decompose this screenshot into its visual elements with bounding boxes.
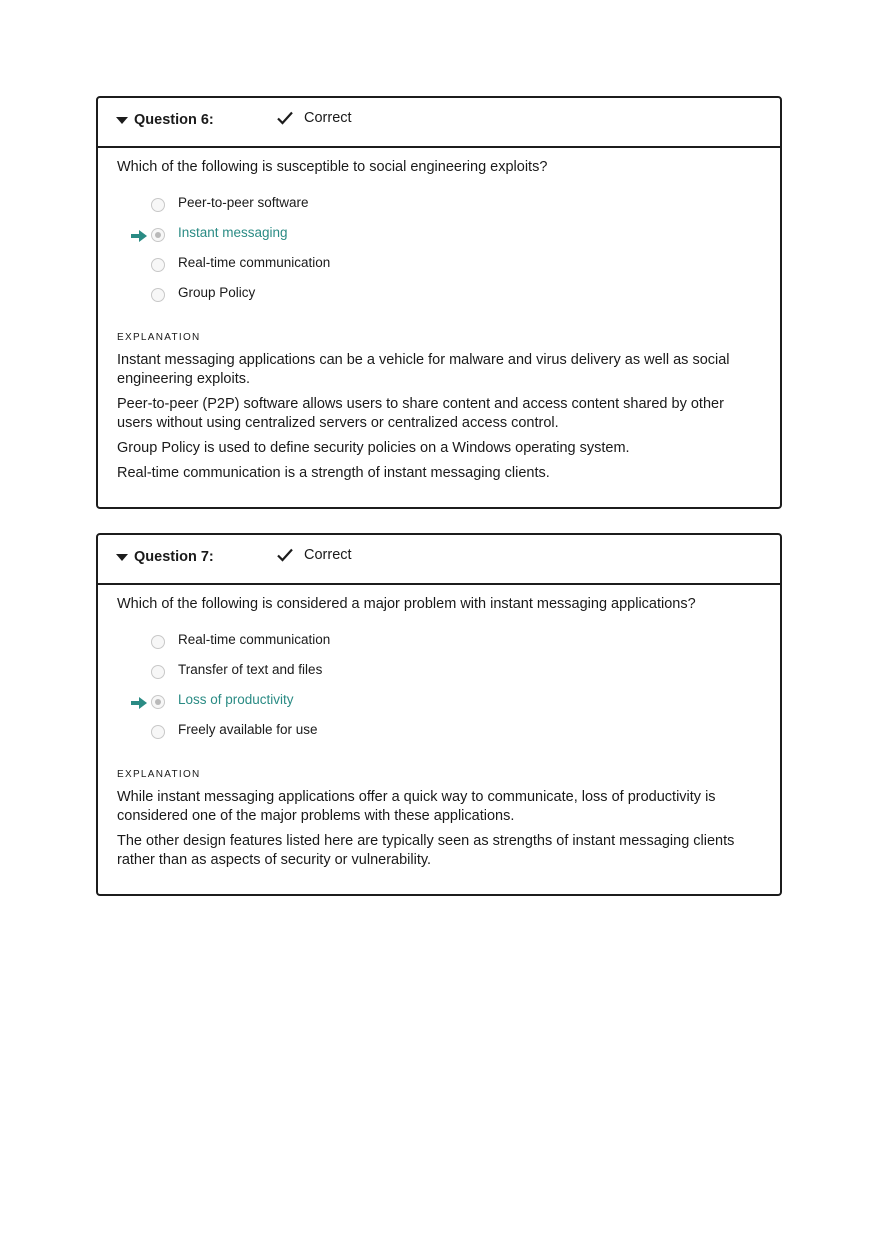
status-text: Correct [304, 547, 352, 563]
option-label: Real-time communication [178, 255, 331, 270]
answer-option[interactable] [117, 631, 762, 661]
explanation-paragraph: Group Policy is used to define security policies on a Windows operating system. [117, 440, 630, 456]
question-number: Question 7: [134, 549, 214, 565]
check-icon [276, 109, 294, 127]
explanation-heading: EXPLANATION [117, 332, 201, 343]
radio-button[interactable] [151, 695, 165, 709]
answer-options [117, 194, 762, 314]
question-card [96, 533, 782, 896]
option-label: Real-time communication [178, 632, 331, 647]
question-prompt: Which of the following is susceptible to social engineering exploits? [117, 159, 548, 175]
radio-button[interactable] [151, 258, 165, 272]
caret-down-icon[interactable] [116, 554, 128, 561]
answer-option[interactable] [117, 721, 762, 751]
question-number: Question 6: [134, 112, 214, 128]
explanation-paragraph: The other design features listed here are typically seen as strengths of instant messaging clients rather than as aspects of security or vulnerability. [117, 833, 735, 868]
status-indicator [276, 109, 352, 127]
answer-option[interactable] [117, 194, 762, 224]
option-label: Freely available for use [178, 722, 318, 737]
answer-option[interactable] [117, 284, 762, 314]
explanation-paragraph: Peer-to-peer (P2P) software allows users to share content and access content shared by other users without using centralized servers or centralized access control. [117, 396, 724, 431]
explanation-paragraph: Real-time communication is a strength of instant messaging clients. [117, 465, 550, 481]
radio-button[interactable] [151, 725, 165, 739]
check-icon [276, 546, 294, 564]
explanation-paragraph: While instant messaging applications offer a quick way to communicate, loss of productivity is considered one of the major problems with these applications. [117, 789, 716, 824]
question-header[interactable] [98, 535, 780, 585]
option-label: Transfer of text and files [178, 662, 323, 677]
option-label: Peer-to-peer software [178, 195, 309, 210]
question-prompt: Which of the following is considered a major problem with instant messaging applications? [117, 596, 696, 612]
question-header[interactable] [98, 98, 780, 148]
answer-option[interactable] [117, 661, 762, 691]
option-label: Group Policy [178, 285, 256, 300]
radio-button[interactable] [151, 198, 165, 212]
radio-button[interactable] [151, 635, 165, 649]
question-card [96, 96, 782, 509]
answer-option[interactable] [117, 254, 762, 284]
radio-button[interactable] [151, 228, 165, 242]
option-label: Instant messaging [178, 225, 288, 240]
answer-option-selected[interactable] [117, 691, 762, 721]
explanation-paragraph: Instant messaging applications can be a vehicle for malware and virus delivery as well as social engineering exploits. [117, 352, 730, 387]
question-body [98, 148, 780, 507]
status-text: Correct [304, 110, 352, 126]
caret-down-icon[interactable] [116, 117, 128, 124]
radio-button[interactable] [151, 665, 165, 679]
arrow-right-icon [131, 230, 147, 242]
answer-option-selected[interactable] [117, 224, 762, 254]
radio-button[interactable] [151, 288, 165, 302]
answer-options [117, 631, 762, 751]
question-body [98, 585, 780, 894]
arrow-right-icon [131, 697, 147, 709]
explanation-heading: EXPLANATION [117, 769, 201, 780]
status-indicator [276, 546, 352, 564]
option-label: Loss of productivity [178, 692, 294, 707]
